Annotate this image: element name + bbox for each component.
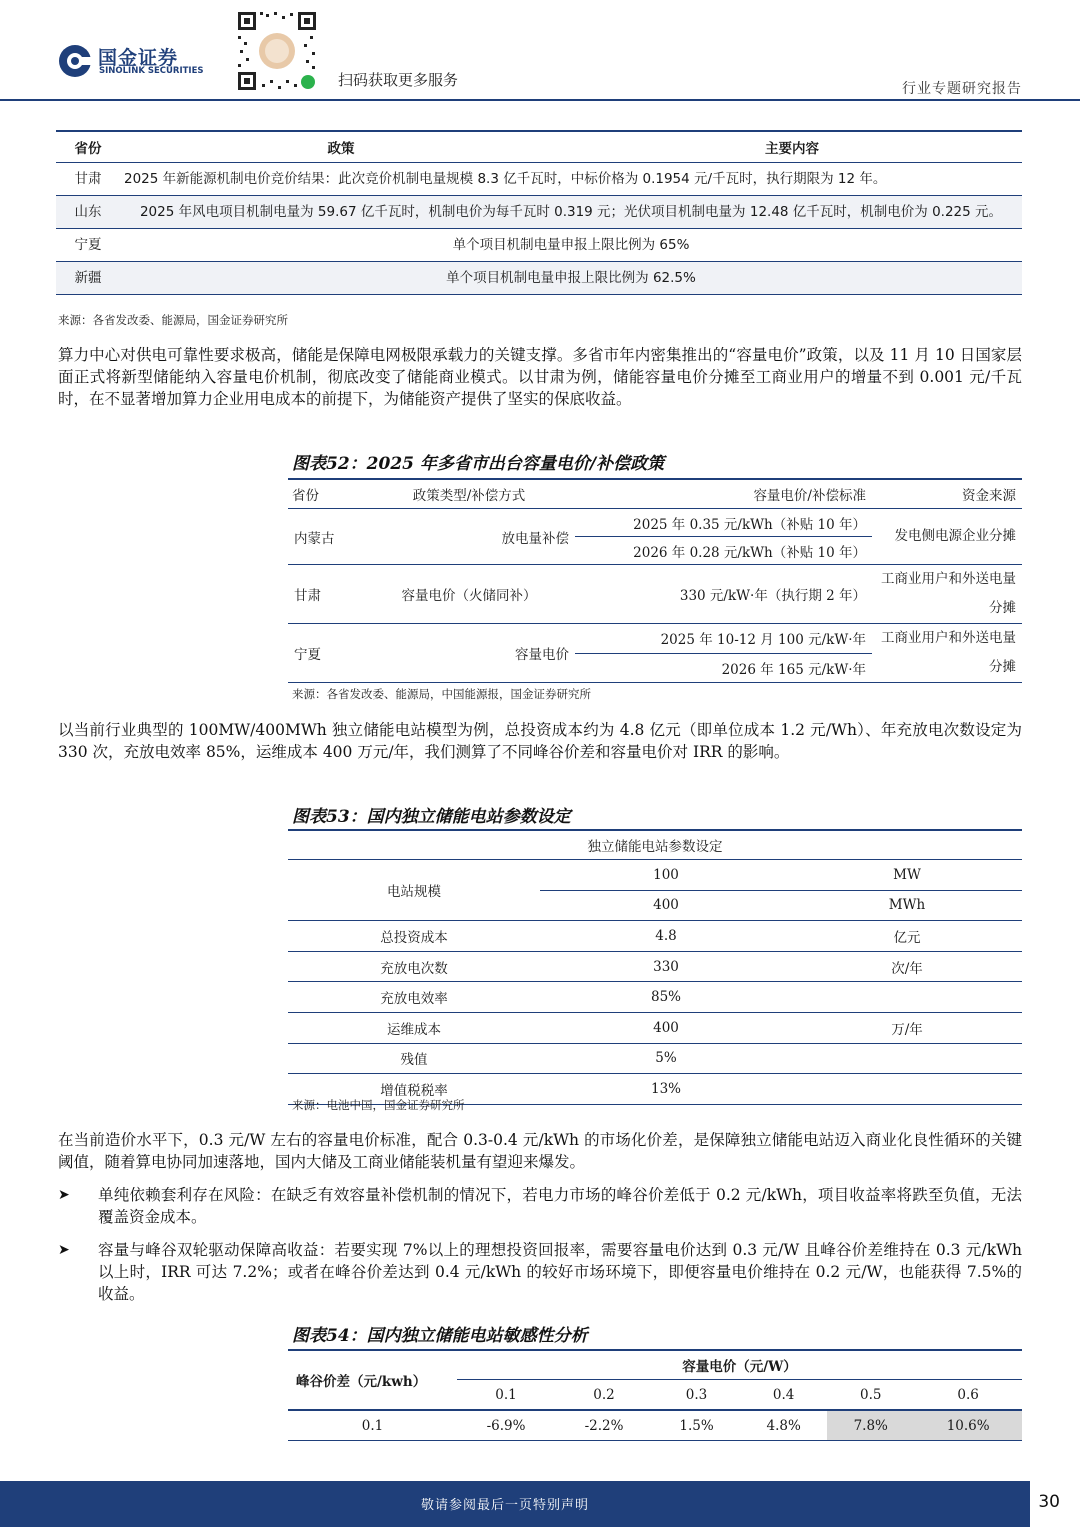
table-row xyxy=(288,509,1022,537)
parameter-table xyxy=(288,829,1022,1105)
report-type-label: 行业专题研究报告 xyxy=(902,81,1022,97)
bullet-text: 单纯依赖套利存在风险：在缺乏有效容量补偿机制的情况下，若电力市场的峰谷价差低于 0.2 元/kWh，项目收益率将跌至负值，无法覆盖资金成本。 xyxy=(98,1186,1022,1226)
table-row xyxy=(56,163,1022,196)
table-row xyxy=(288,921,1022,952)
column-header: 政策类型/补偿方式 xyxy=(363,479,575,509)
policy-type-cell: 放电量补偿 xyxy=(363,509,575,565)
bullet-text: 容量与峰谷双轮驱动保障高收益：若要实现 7%以上的理想投资回报率，需要容量电价达到 0.3 元/W 且峰谷价差维持在 0.3 元/kWh 以上时，IRR 可达 7.2%；或者在峰谷价差达到 0.4 元/kWh 的较好市场环境下，即便容量电价维持在 0.2 元/W，也能获得 7.5%的收益。 xyxy=(98,1241,1022,1303)
bullet-dual-drive xyxy=(58,1239,1022,1305)
standard-cell: 2026 年 165 元/kW·年 xyxy=(575,653,872,683)
capacity-policy-table xyxy=(288,478,1022,683)
param-value: 400 xyxy=(540,890,792,921)
param-unit: 亿元 xyxy=(792,921,1022,952)
param-label: 运维成本 xyxy=(288,1012,540,1043)
param-label: 充放电效率 xyxy=(288,982,540,1013)
param-value: 100 xyxy=(540,860,792,891)
paragraph-capacity-price: 算力中心对供电可靠性要求极高，储能是保障电网极限承载力的关键支撑。多省市年内密集推出的“容量电价”政策，以及 11 月 10 日国家层面正式将新型储能纳入容量电价机制，彻底改变了储能商业模式。以甘肃为例，储能容量电价分摊至工商业用户的增量不到 0.001 元/千瓦时，在不显著增加算力企业用电成本的前提下，为储能资产提供了坚实的保底收益。 xyxy=(58,346,1022,408)
table-row xyxy=(288,982,1022,1013)
column-value: 0.1 xyxy=(495,1386,517,1403)
province-cell: 宁夏 xyxy=(56,229,120,262)
footer-disclaimer: 敬请参阅最后一页特别声明 xyxy=(420,1498,589,1513)
irr-cell-highlighted: 7.8% xyxy=(827,1410,914,1441)
irr-cell: 1.5% xyxy=(653,1410,740,1441)
table-row xyxy=(56,262,1022,295)
sinolink-logo-icon xyxy=(58,44,92,78)
param-unit: 万/年 xyxy=(792,1012,1022,1043)
province-cell: 甘肃 xyxy=(56,163,120,196)
page-header xyxy=(0,0,1080,102)
figure-53-source: 来源：电池中国，国金证券研究所 xyxy=(292,1098,465,1112)
content-cell: 单个项目机制电量申报上限比例为 62.5% xyxy=(120,262,1022,295)
irr-cell: -2.2% xyxy=(555,1410,653,1441)
content-cell: 2025 年新能源机制电价竞价结果：此次竞价机制电量规模 8.3 亿千瓦时，中标价格为 0.1954 元/千瓦时，执行期限为 12 年。 xyxy=(120,163,1022,196)
table-title: 独立储能电站参数设定 xyxy=(288,830,1022,860)
standard-cell: 2025 年 10-12 月 100 元/kW·年 xyxy=(575,624,872,654)
table-header-row xyxy=(288,1350,1022,1380)
param-label: 残值 xyxy=(288,1043,540,1074)
irr-cell-highlighted: 10.6% xyxy=(914,1410,1022,1441)
policy-type-cell: 容量电价（火储同补） xyxy=(363,565,575,624)
param-label: 总投资成本 xyxy=(288,921,540,952)
column-header: 省份 xyxy=(288,479,363,509)
param-unit: MW xyxy=(792,860,1022,891)
param-label: 充放电次数 xyxy=(288,951,540,982)
column-value: 0.3 xyxy=(685,1386,708,1403)
column-value: 0.6 xyxy=(957,1386,979,1403)
policy-type-cell: 容量电价 xyxy=(363,624,575,683)
sinolink-logo xyxy=(58,42,218,82)
qr-code-icon[interactable] xyxy=(234,8,320,94)
param-value: 13% xyxy=(540,1074,792,1105)
brand-name-en: SINOLINK SECURITIES xyxy=(99,66,204,76)
arrow-bullet-icon: ➤ xyxy=(58,1187,70,1203)
province-cell: 新疆 xyxy=(56,262,120,295)
province-cell: 内蒙古 xyxy=(288,509,363,565)
header-divider xyxy=(0,99,1080,101)
param-value: 4.8 xyxy=(540,921,792,952)
standard-cell: 2025 年 0.35 元/kWh（补贴 10 年） xyxy=(575,509,872,537)
column-header: 资金来源 xyxy=(872,479,1022,509)
province-cell: 山东 xyxy=(56,196,120,229)
qr-caption: 扫码获取更多服务 xyxy=(338,71,459,89)
column-header: 政策 xyxy=(120,131,562,163)
bullet-arbitrage-risk xyxy=(58,1184,1022,1228)
province-cell: 宁夏 xyxy=(288,624,363,683)
irr-cell: 4.8% xyxy=(740,1410,827,1441)
param-label: 增值税税率 xyxy=(288,1074,540,1105)
province-cell: 甘肃 xyxy=(288,565,363,624)
row-value: 0.1 xyxy=(288,1410,457,1441)
param-unit: MWh xyxy=(792,890,1022,921)
column-header: 容量电价/补偿标准 xyxy=(575,479,872,509)
param-unit xyxy=(792,1074,1022,1105)
table-row xyxy=(56,196,1022,229)
arrow-bullet-icon: ➤ xyxy=(58,1242,70,1258)
funding-cell: 工商业用户和外送电量分摊 xyxy=(872,624,1022,683)
column-axis-header: 容量电价（元/W） xyxy=(457,1350,1022,1380)
table-row xyxy=(288,951,1022,982)
column-header: 省份 xyxy=(56,131,120,163)
column-header: 主要内容 xyxy=(562,131,1022,163)
column-value: 0.5 xyxy=(859,1386,882,1403)
param-unit: 次/年 xyxy=(792,951,1022,982)
column-value: 0.4 xyxy=(772,1386,795,1403)
param-unit xyxy=(792,982,1022,1013)
figure-53-title: 图表53：国内独立储能电站参数设定 xyxy=(292,807,571,827)
table-row xyxy=(56,229,1022,262)
column-value: 0.2 xyxy=(593,1386,615,1403)
standard-cell: 2026 年 0.28 元/kWh（补贴 10 年） xyxy=(575,537,872,565)
figure-52-source: 来源：各省发改委、能源局，中国能源报，国金证券研究所 xyxy=(292,687,591,701)
sensitivity-table xyxy=(288,1349,1022,1441)
page-number: 30 xyxy=(1038,1492,1060,1512)
table-row xyxy=(288,860,1022,891)
table-row xyxy=(288,565,1022,624)
table-header-row xyxy=(288,479,1022,509)
paragraph-threshold: 在当前造价水平下，0.3 元/W 左右的容量电价标准，配合 0.3-0.4 元/kWh 的市场化价差，是保障独立储能电站迈入商业化良性循环的关键阈值，随着算电协同加速落地，国内大储及工商业储能装机量有望迎来爆发。 xyxy=(58,1131,1022,1171)
figure-54-title: 图表54：国内独立储能电站敏感性分析 xyxy=(292,1326,588,1346)
param-unit xyxy=(792,1043,1022,1074)
paragraph-model-assumptions: 以当前行业典型的 100MW/400MWh 独立储能电站模型为例，总投资成本约为 4.8 亿元（即单位成本 1.2 元/Wh）、年充放电次数设定为 330 次，充放电效率 85%，运维成本 400 万元/年，我们测算了不同峰谷价差和容量电价对 IRR 的影响。 xyxy=(58,721,1022,761)
param-value: 85% xyxy=(540,982,792,1013)
figure-52-title: 图表52：2025 年多省市出台容量电价/补偿政策 xyxy=(292,454,665,474)
funding-cell: 工商业用户和外送电量分摊 xyxy=(872,565,1022,624)
content-cell: 单个项目机制电量申报上限比例为 65% xyxy=(120,229,1022,262)
brand-name-cn: 国金证券 xyxy=(98,47,179,69)
table-header-row xyxy=(56,131,1022,163)
standard-cell: 330 元/kW·年（执行期 2 年） xyxy=(575,565,872,624)
table-row xyxy=(288,1012,1022,1043)
policy-table xyxy=(56,130,1022,295)
param-value: 400 xyxy=(540,1012,792,1043)
table-row xyxy=(288,624,1022,654)
funding-cell: 发电侧电源企业分摊 xyxy=(872,509,1022,565)
table-row xyxy=(288,1043,1022,1074)
irr-cell: -6.9% xyxy=(457,1410,555,1441)
param-value: 5% xyxy=(540,1043,792,1074)
table-header-row xyxy=(288,830,1022,860)
policy-table-source: 来源：各省发改委、能源局，国金证券研究所 xyxy=(58,313,288,327)
table-row xyxy=(288,1410,1022,1441)
content-cell: 2025 年风电项目机制电量为 59.67 亿千瓦时，机制电价为每千瓦时 0.319 元；光伏项目机制电量为 12.48 亿千瓦时，机制电价为 0.225 元。 xyxy=(120,196,1022,229)
param-label: 电站规模 xyxy=(288,860,540,921)
row-axis-header: 峰谷价差（元/kwh） xyxy=(288,1350,457,1410)
param-value: 330 xyxy=(540,951,792,982)
